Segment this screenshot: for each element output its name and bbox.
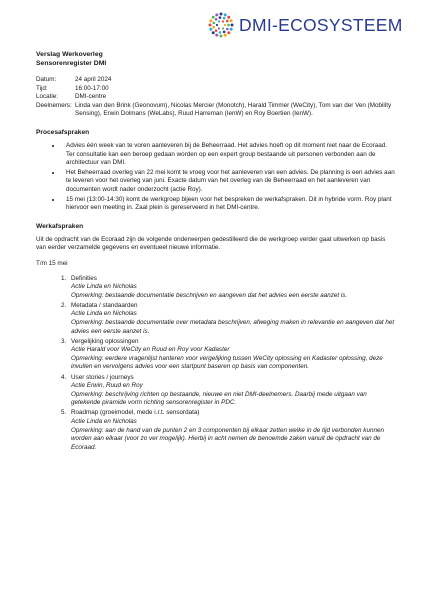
logo-dot <box>222 27 224 29</box>
title-line-2: Sensorenregister DMI <box>36 60 107 67</box>
item-title: Vergelijking oplossingen <box>71 337 139 345</box>
meta-row-tijd <box>36 85 396 94</box>
meta-row-datum <box>36 76 396 85</box>
logo-dot <box>218 27 220 29</box>
werkafspraken-intro: Uit de opdracht van de Ecoraad zijn de volgende onderwerpen gedestilleerd die de werkgroep verder gaat uitwerken op basis van eerder verzamelde gegevens en eventueel nieuwe informatie. <box>36 235 386 252</box>
procesafspraken-list <box>36 142 396 213</box>
logo-dot <box>227 24 230 27</box>
logo-dot <box>222 20 224 22</box>
logo-dot <box>218 20 220 22</box>
werkafspraken-list <box>36 275 396 453</box>
logo-dot <box>224 13 227 16</box>
meta-row-locatie <box>36 93 396 102</box>
meta-label: Datum: <box>36 76 57 83</box>
dot-circle-logo-icon <box>208 12 234 38</box>
logo-dot <box>215 13 218 16</box>
item-title: User stories / journeys <box>71 373 134 381</box>
item-actie: Actie Linda en Nicholas <box>71 310 137 318</box>
item-opmerking: Opmerking: aan de hand van de punten 2 en 3 componenten bij elkaar zetten welke in de tijd verbonden kunnen worden aan elkaar (voor zo ver mogelijk). Hierbij in acht nemen de benoemde zaken vanuit de opdracht van de Ecoraad. <box>71 426 384 451</box>
list-item: • 15 mei (13:00-14:30) komt de werkgroep bijeen voor het bespreken de werkafspraken. Dit in hybride vorm. Roy plant hiervoor een meeting in. Zaal plein is gereserveerd in het DMI-centre. <box>62 196 396 213</box>
logo-dot <box>231 24 234 27</box>
logo-dot <box>226 28 229 31</box>
logo-dot <box>209 19 212 22</box>
list-item <box>68 374 396 408</box>
logo-dot <box>226 20 229 23</box>
list-item: • Advies één week van te voren aanleveren bij de Beheerraad. Het advies hoeft op dit moment niet naar de Ecoraad. Ter consultatie kan een beroep gedaan worden op een expert group bestaande uit personen verbonden aan de architectuur van DMI. <box>62 142 396 168</box>
logo-dot <box>227 31 230 34</box>
logo-dot <box>223 17 226 20</box>
document-title <box>36 50 396 68</box>
list-item <box>68 302 396 336</box>
logo-dot <box>212 16 215 19</box>
logo-dot <box>227 16 230 19</box>
deadline-label: T/m 15 mei <box>36 259 68 267</box>
section-heading-werkafspraken: Werkafspraken <box>36 222 84 230</box>
item-actie: Actie Linda en Nicholas <box>71 283 137 291</box>
logo-dot <box>224 34 227 37</box>
item-actie: Actie Harald voor WeCity en Ruud en Roy voor Kadaster <box>71 346 230 354</box>
item-title: Roadmap (groeimodel, mede i.r.t. sensordata) <box>71 409 200 417</box>
meta-value: 16:00-17:00 <box>75 84 109 92</box>
meeting-meta <box>36 76 396 119</box>
meta-label: Deelnemers: <box>36 101 72 109</box>
logo-dot <box>223 31 226 34</box>
item-opmerking: Opmerking: bestaande documentatie beschrijven en aangeven dat het advies een eerste aanzet is. <box>71 291 348 299</box>
item-opmerking: Opmerking: beschrijving richten op bestaande, nieuwe en niet DMI-deelnemers. Daarbij mede uitgaan van getekende piramide vorm richting sensorenregister in PDC. <box>71 390 367 407</box>
logo-dot <box>215 34 218 37</box>
logo-dot <box>220 35 223 38</box>
item-title: Definities <box>71 274 97 282</box>
list-item <box>68 409 396 452</box>
item-actie: Actie Erwin, Ruud en Roy <box>71 382 143 390</box>
list-item <box>68 338 396 372</box>
logo-dot <box>209 24 212 27</box>
item-opmerking: Opmerking: bestaande documentatie over metadata beschrijven, afweging maken in relevantie en aangeven dat het advies een eerste aanzet is. <box>71 318 395 335</box>
logo-dot <box>230 19 233 22</box>
meta-label: Tijd: <box>36 84 48 92</box>
list-item: • Het Beheerraad overleg van 22 mei komt te vroeg voor het aanleveren van een advies. De planning is een advies aan te leveren voor het overleg van juni. Exacte datum van het overleg van de Beheerraad en het aanleveren van documenten wordt nader onderzocht (actie Roy). <box>62 169 396 195</box>
logo-dot <box>213 22 216 25</box>
meta-value: 24 april 2024 <box>75 76 112 83</box>
title-line-1: Verslag Werkoverleg <box>36 51 103 58</box>
logo-dot <box>215 29 218 32</box>
meta-row-deelnemers <box>36 102 396 119</box>
logo-dot <box>213 26 216 29</box>
section-heading-procesafspraken: Procesafspraken <box>36 128 90 136</box>
logo-dot <box>215 18 218 21</box>
logo-dot <box>224 24 226 26</box>
list-item <box>68 275 396 301</box>
item-title: Metadata / standaarden <box>71 301 138 309</box>
meta-value: DMI-centre <box>75 93 107 101</box>
meta-label: Locatie: <box>36 93 59 101</box>
logo-dot <box>220 13 223 16</box>
item-opmerking: Opmerking: eerdere vragenlijst hanteren voor vergelijking tussen WeCity oplossing en Kadaster oplossing, deze invullen en vervolgens advies voor een startpunt baseren op basis van componenten. <box>71 354 383 371</box>
logo-dot <box>209 28 212 31</box>
logo-text: DMI-ECOSYSTEEM <box>239 14 403 35</box>
logo-dot <box>212 31 215 34</box>
logo-dot <box>216 24 218 26</box>
document-body <box>36 50 396 454</box>
logo-dot <box>219 31 222 34</box>
dmi-ecosysteem-logo <box>208 12 418 38</box>
logo-dot <box>219 16 222 19</box>
item-actie: Actie Linda en Nicholas <box>71 418 137 425</box>
meta-value: Linda van den Brink (Geonovum), Nicolas Mercier (Monotch), Harald Timmer (WeCity), Tom van der Ven (Mobility Sensing), Erwin Dolmans (WeLabs), Ruud Harreman (IenW) en Roy Boertien (IenW). <box>75 101 392 118</box>
logo-dot <box>230 28 233 31</box>
